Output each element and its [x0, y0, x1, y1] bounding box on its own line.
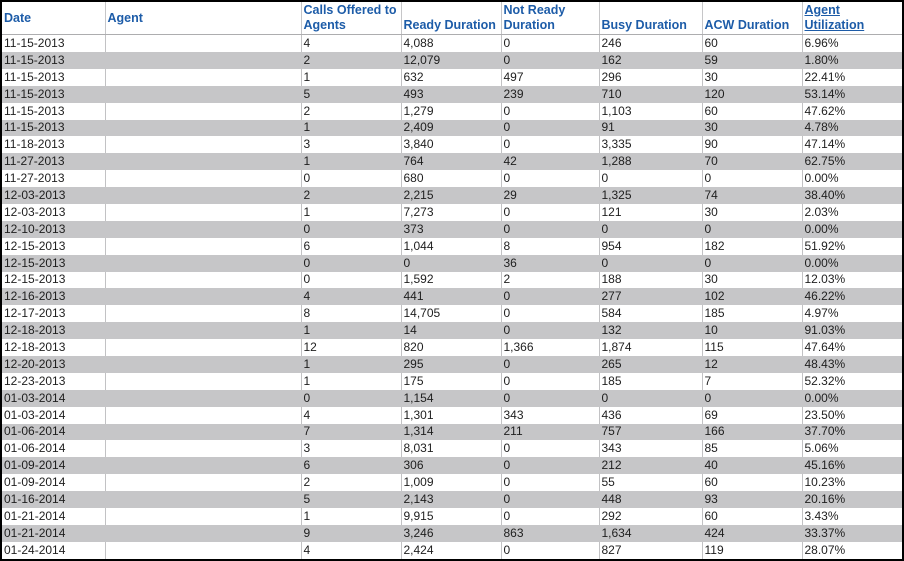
cell-date: 12-16-2013	[2, 288, 105, 305]
cell-acw_duration: 70	[702, 153, 802, 170]
table-row	[2, 255, 902, 272]
cell-busy_duration: 132	[599, 322, 702, 339]
cell-ready_duration: 295	[401, 356, 501, 373]
cell-date: 11-15-2013	[2, 69, 105, 86]
cell-agent	[105, 373, 301, 390]
cell-busy_duration: 265	[599, 356, 702, 373]
table-row	[2, 339, 902, 356]
cell-busy_duration: 292	[599, 508, 702, 525]
cell-acw_duration: 93	[702, 491, 802, 508]
cell-date: 12-15-2013	[2, 238, 105, 255]
table-row	[2, 153, 902, 170]
cell-agent_utilization: 0.00%	[802, 221, 902, 238]
cell-not_ready_duration: 0	[501, 322, 599, 339]
cell-busy_duration: 757	[599, 424, 702, 441]
cell-not_ready_duration: 0	[501, 457, 599, 474]
cell-not_ready_duration: 0	[501, 136, 599, 153]
cell-date: 01-21-2014	[2, 508, 105, 525]
table-row	[2, 373, 902, 390]
cell-not_ready_duration: 497	[501, 69, 599, 86]
cell-busy_duration: 91	[599, 120, 702, 137]
table-row	[2, 457, 902, 474]
cell-busy_duration: 188	[599, 272, 702, 289]
cell-acw_duration: 0	[702, 390, 802, 407]
cell-calls_offered_to_agents: 3	[301, 440, 401, 457]
cell-agent_utilization: 4.78%	[802, 120, 902, 137]
cell-date: 01-09-2014	[2, 457, 105, 474]
table-row	[2, 204, 902, 221]
cell-not_ready_duration: 29	[501, 187, 599, 204]
cell-agent	[105, 390, 301, 407]
cell-busy_duration: 212	[599, 457, 702, 474]
cell-agent_utilization: 47.64%	[802, 339, 902, 356]
cell-ready_duration: 764	[401, 153, 501, 170]
cell-agent_utilization: 3.43%	[802, 508, 902, 525]
cell-calls_offered_to_agents: 1	[301, 69, 401, 86]
table-row	[2, 305, 902, 322]
cell-date: 11-15-2013	[2, 103, 105, 120]
cell-date: 11-27-2013	[2, 170, 105, 187]
cell-acw_duration: 182	[702, 238, 802, 255]
cell-acw_duration: 30	[702, 69, 802, 86]
cell-agent	[105, 136, 301, 153]
cell-agent	[105, 35, 301, 52]
cell-busy_duration: 0	[599, 390, 702, 407]
cell-calls_offered_to_agents: 2	[301, 187, 401, 204]
cell-ready_duration: 1,301	[401, 407, 501, 424]
cell-agent_utilization: 28.07%	[802, 542, 902, 559]
cell-agent_utilization: 2.03%	[802, 204, 902, 221]
cell-calls_offered_to_agents: 5	[301, 491, 401, 508]
table-row	[2, 525, 902, 542]
cell-agent_utilization: 47.62%	[802, 103, 902, 120]
cell-date: 01-03-2014	[2, 407, 105, 424]
cell-busy_duration: 954	[599, 238, 702, 255]
table-row	[2, 136, 902, 153]
cell-calls_offered_to_agents: 1	[301, 508, 401, 525]
table-row	[2, 52, 902, 69]
cell-acw_duration: 69	[702, 407, 802, 424]
cell-ready_duration: 1,314	[401, 424, 501, 441]
cell-acw_duration: 0	[702, 255, 802, 272]
cell-calls_offered_to_agents: 4	[301, 542, 401, 559]
table-row	[2, 474, 902, 491]
cell-acw_duration: 166	[702, 424, 802, 441]
column-header-not-ready-duration: Not Ready Duration	[501, 2, 599, 35]
cell-calls_offered_to_agents: 0	[301, 272, 401, 289]
cell-agent	[105, 407, 301, 424]
cell-agent	[105, 440, 301, 457]
cell-calls_offered_to_agents: 2	[301, 474, 401, 491]
table-row	[2, 86, 902, 103]
cell-busy_duration: 1,288	[599, 153, 702, 170]
cell-agent_utilization: 45.16%	[802, 457, 902, 474]
cell-busy_duration: 185	[599, 373, 702, 390]
cell-ready_duration: 2,215	[401, 187, 501, 204]
cell-ready_duration: 175	[401, 373, 501, 390]
report-table	[2, 2, 902, 559]
cell-acw_duration: 115	[702, 339, 802, 356]
cell-date: 12-18-2013	[2, 322, 105, 339]
cell-calls_offered_to_agents: 2	[301, 103, 401, 120]
cell-not_ready_duration: 2	[501, 272, 599, 289]
cell-not_ready_duration: 239	[501, 86, 599, 103]
cell-calls_offered_to_agents: 0	[301, 221, 401, 238]
cell-agent	[105, 86, 301, 103]
cell-acw_duration: 119	[702, 542, 802, 559]
cell-acw_duration: 30	[702, 204, 802, 221]
cell-acw_duration: 0	[702, 170, 802, 187]
table-row	[2, 424, 902, 441]
cell-not_ready_duration: 0	[501, 103, 599, 120]
cell-agent	[105, 356, 301, 373]
cell-agent_utilization: 33.37%	[802, 525, 902, 542]
cell-agent	[105, 120, 301, 137]
cell-agent_utilization: 1.80%	[802, 52, 902, 69]
cell-date: 12-17-2013	[2, 305, 105, 322]
cell-busy_duration: 584	[599, 305, 702, 322]
cell-date: 12-20-2013	[2, 356, 105, 373]
column-header-date: Date	[2, 2, 105, 35]
cell-acw_duration: 90	[702, 136, 802, 153]
cell-agent	[105, 525, 301, 542]
cell-calls_offered_to_agents: 4	[301, 35, 401, 52]
cell-ready_duration: 2,409	[401, 120, 501, 137]
table-row	[2, 120, 902, 137]
cell-agent	[105, 204, 301, 221]
cell-agent_utilization: 37.70%	[802, 424, 902, 441]
cell-calls_offered_to_agents: 12	[301, 339, 401, 356]
cell-calls_offered_to_agents: 8	[301, 305, 401, 322]
cell-calls_offered_to_agents: 6	[301, 457, 401, 474]
cell-ready_duration: 4,088	[401, 35, 501, 52]
table-row	[2, 187, 902, 204]
cell-agent	[105, 52, 301, 69]
cell-calls_offered_to_agents: 1	[301, 153, 401, 170]
cell-date: 11-27-2013	[2, 153, 105, 170]
cell-ready_duration: 7,273	[401, 204, 501, 221]
cell-ready_duration: 2,424	[401, 542, 501, 559]
cell-date: 01-03-2014	[2, 390, 105, 407]
cell-agent_utilization: 0.00%	[802, 255, 902, 272]
cell-agent_utilization: 51.92%	[802, 238, 902, 255]
table-body	[2, 35, 902, 560]
cell-acw_duration: 59	[702, 52, 802, 69]
cell-ready_duration: 14,705	[401, 305, 501, 322]
cell-ready_duration: 0	[401, 255, 501, 272]
cell-acw_duration: 10	[702, 322, 802, 339]
cell-busy_duration: 0	[599, 221, 702, 238]
cell-not_ready_duration: 0	[501, 221, 599, 238]
cell-not_ready_duration: 0	[501, 204, 599, 221]
cell-calls_offered_to_agents: 3	[301, 136, 401, 153]
cell-agent_utilization: 23.50%	[802, 407, 902, 424]
cell-agent	[105, 288, 301, 305]
cell-busy_duration: 827	[599, 542, 702, 559]
cell-agent_utilization: 20.16%	[802, 491, 902, 508]
cell-not_ready_duration: 8	[501, 238, 599, 255]
cell-ready_duration: 1,592	[401, 272, 501, 289]
cell-not_ready_duration: 0	[501, 508, 599, 525]
table-row	[2, 440, 902, 457]
cell-busy_duration: 1,874	[599, 339, 702, 356]
cell-not_ready_duration: 0	[501, 305, 599, 322]
cell-agent	[105, 508, 301, 525]
cell-acw_duration: 60	[702, 474, 802, 491]
cell-calls_offered_to_agents: 1	[301, 120, 401, 137]
cell-agent_utilization: 6.96%	[802, 35, 902, 52]
cell-date: 12-03-2013	[2, 204, 105, 221]
table-row	[2, 322, 902, 339]
column-header-agent: Agent	[105, 2, 301, 35]
cell-agent_utilization: 48.43%	[802, 356, 902, 373]
cell-ready_duration: 1,044	[401, 238, 501, 255]
cell-ready_duration: 493	[401, 86, 501, 103]
table-row	[2, 221, 902, 238]
cell-agent	[105, 339, 301, 356]
cell-date: 01-06-2014	[2, 424, 105, 441]
column-header-busy-duration: Busy Duration	[599, 2, 702, 35]
cell-ready_duration: 1,009	[401, 474, 501, 491]
cell-acw_duration: 74	[702, 187, 802, 204]
cell-date: 12-23-2013	[2, 373, 105, 390]
cell-ready_duration: 1,154	[401, 390, 501, 407]
cell-date: 01-16-2014	[2, 491, 105, 508]
cell-date: 01-06-2014	[2, 440, 105, 457]
cell-calls_offered_to_agents: 1	[301, 373, 401, 390]
cell-calls_offered_to_agents: 9	[301, 525, 401, 542]
cell-busy_duration: 246	[599, 35, 702, 52]
cell-not_ready_duration: 863	[501, 525, 599, 542]
cell-ready_duration: 14	[401, 322, 501, 339]
cell-acw_duration: 185	[702, 305, 802, 322]
cell-calls_offered_to_agents: 1	[301, 356, 401, 373]
cell-date: 01-21-2014	[2, 525, 105, 542]
cell-agent	[105, 491, 301, 508]
cell-busy_duration: 296	[599, 69, 702, 86]
cell-acw_duration: 120	[702, 86, 802, 103]
cell-acw_duration: 12	[702, 356, 802, 373]
cell-ready_duration: 3,840	[401, 136, 501, 153]
cell-date: 11-15-2013	[2, 86, 105, 103]
table-row	[2, 238, 902, 255]
cell-acw_duration: 424	[702, 525, 802, 542]
cell-not_ready_duration: 0	[501, 373, 599, 390]
table-row	[2, 356, 902, 373]
cell-busy_duration: 3,335	[599, 136, 702, 153]
cell-ready_duration: 3,246	[401, 525, 501, 542]
cell-agent	[105, 153, 301, 170]
column-header-ready-duration: Ready Duration	[401, 2, 501, 35]
cell-not_ready_duration: 0	[501, 120, 599, 137]
cell-not_ready_duration: 0	[501, 35, 599, 52]
table-row	[2, 390, 902, 407]
cell-agent	[105, 272, 301, 289]
cell-agent_utilization: 22.41%	[802, 69, 902, 86]
cell-not_ready_duration: 36	[501, 255, 599, 272]
table-row	[2, 542, 902, 559]
cell-ready_duration: 9,915	[401, 508, 501, 525]
table-row	[2, 272, 902, 289]
cell-ready_duration: 12,079	[401, 52, 501, 69]
cell-calls_offered_to_agents: 6	[301, 238, 401, 255]
cell-acw_duration: 30	[702, 272, 802, 289]
cell-not_ready_duration: 0	[501, 356, 599, 373]
cell-ready_duration: 632	[401, 69, 501, 86]
cell-not_ready_duration: 0	[501, 474, 599, 491]
cell-calls_offered_to_agents: 7	[301, 424, 401, 441]
table-row	[2, 69, 902, 86]
cell-busy_duration: 436	[599, 407, 702, 424]
cell-acw_duration: 30	[702, 120, 802, 137]
cell-ready_duration: 441	[401, 288, 501, 305]
cell-busy_duration: 0	[599, 255, 702, 272]
cell-agent	[105, 322, 301, 339]
cell-date: 12-15-2013	[2, 255, 105, 272]
cell-date: 11-15-2013	[2, 52, 105, 69]
table-header	[2, 2, 902, 35]
cell-agent_utilization: 5.06%	[802, 440, 902, 457]
cell-date: 12-10-2013	[2, 221, 105, 238]
cell-acw_duration: 60	[702, 508, 802, 525]
cell-agent	[105, 424, 301, 441]
cell-busy_duration: 448	[599, 491, 702, 508]
cell-ready_duration: 680	[401, 170, 501, 187]
cell-calls_offered_to_agents: 0	[301, 170, 401, 187]
cell-not_ready_duration: 211	[501, 424, 599, 441]
cell-acw_duration: 40	[702, 457, 802, 474]
table-row	[2, 288, 902, 305]
cell-calls_offered_to_agents: 4	[301, 407, 401, 424]
cell-agent_utilization: 47.14%	[802, 136, 902, 153]
cell-agent_utilization: 4.97%	[802, 305, 902, 322]
cell-busy_duration: 343	[599, 440, 702, 457]
cell-not_ready_duration: 42	[501, 153, 599, 170]
cell-agent	[105, 474, 301, 491]
cell-calls_offered_to_agents: 2	[301, 52, 401, 69]
cell-calls_offered_to_agents: 5	[301, 86, 401, 103]
column-header-calls-offered: Calls Offered to Agents	[301, 2, 401, 35]
cell-not_ready_duration: 0	[501, 542, 599, 559]
cell-busy_duration: 1,634	[599, 525, 702, 542]
table-row	[2, 508, 902, 525]
cell-ready_duration: 373	[401, 221, 501, 238]
cell-ready_duration: 1,279	[401, 103, 501, 120]
cell-busy_duration: 1,103	[599, 103, 702, 120]
column-header-acw-duration: ACW Duration	[702, 2, 802, 35]
cell-agent	[105, 255, 301, 272]
cell-agent	[105, 187, 301, 204]
cell-agent_utilization: 38.40%	[802, 187, 902, 204]
cell-agent_utilization: 91.03%	[802, 322, 902, 339]
table-row	[2, 170, 902, 187]
agent-utilization-sort-link[interactable]: Agent Utilization	[804, 3, 865, 32]
cell-agent_utilization: 0.00%	[802, 390, 902, 407]
cell-date: 01-24-2014	[2, 542, 105, 559]
cell-agent	[105, 305, 301, 322]
cell-busy_duration: 277	[599, 288, 702, 305]
column-header-agent-utilization	[802, 2, 902, 35]
cell-acw_duration: 0	[702, 221, 802, 238]
cell-ready_duration: 306	[401, 457, 501, 474]
cell-not_ready_duration: 0	[501, 390, 599, 407]
table-row	[2, 407, 902, 424]
cell-date: 11-18-2013	[2, 136, 105, 153]
cell-calls_offered_to_agents: 4	[301, 288, 401, 305]
cell-agent	[105, 457, 301, 474]
cell-date: 11-15-2013	[2, 120, 105, 137]
table-row	[2, 35, 902, 52]
cell-busy_duration: 1,325	[599, 187, 702, 204]
cell-busy_duration: 121	[599, 204, 702, 221]
cell-acw_duration: 85	[702, 440, 802, 457]
cell-not_ready_duration: 0	[501, 491, 599, 508]
cell-agent_utilization: 10.23%	[802, 474, 902, 491]
cell-not_ready_duration: 0	[501, 440, 599, 457]
cell-agent_utilization: 53.14%	[802, 86, 902, 103]
cell-agent	[105, 221, 301, 238]
cell-date: 12-15-2013	[2, 272, 105, 289]
cell-agent_utilization: 46.22%	[802, 288, 902, 305]
cell-date: 12-18-2013	[2, 339, 105, 356]
cell-busy_duration: 0	[599, 170, 702, 187]
cell-not_ready_duration: 0	[501, 288, 599, 305]
cell-agent	[105, 238, 301, 255]
cell-acw_duration: 60	[702, 35, 802, 52]
table-row	[2, 103, 902, 120]
cell-acw_duration: 60	[702, 103, 802, 120]
cell-date: 11-15-2013	[2, 35, 105, 52]
cell-ready_duration: 2,143	[401, 491, 501, 508]
cell-ready_duration: 820	[401, 339, 501, 356]
cell-busy_duration: 162	[599, 52, 702, 69]
cell-not_ready_duration: 0	[501, 52, 599, 69]
cell-agent	[105, 103, 301, 120]
cell-agent_utilization: 12.03%	[802, 272, 902, 289]
cell-busy_duration: 710	[599, 86, 702, 103]
cell-not_ready_duration: 0	[501, 170, 599, 187]
cell-agent	[105, 170, 301, 187]
cell-agent	[105, 69, 301, 86]
cell-calls_offered_to_agents: 1	[301, 204, 401, 221]
cell-agent_utilization: 0.00%	[802, 170, 902, 187]
cell-agent	[105, 542, 301, 559]
cell-not_ready_duration: 343	[501, 407, 599, 424]
cell-calls_offered_to_agents: 0	[301, 390, 401, 407]
cell-date: 12-03-2013	[2, 187, 105, 204]
cell-not_ready_duration: 1,366	[501, 339, 599, 356]
cell-acw_duration: 7	[702, 373, 802, 390]
header-row	[2, 2, 902, 35]
cell-calls_offered_to_agents: 1	[301, 322, 401, 339]
cell-agent_utilization: 62.75%	[802, 153, 902, 170]
table-row	[2, 491, 902, 508]
cell-acw_duration: 102	[702, 288, 802, 305]
cell-calls_offered_to_agents: 0	[301, 255, 401, 272]
cell-ready_duration: 8,031	[401, 440, 501, 457]
cell-agent_utilization: 52.32%	[802, 373, 902, 390]
cell-date: 01-09-2014	[2, 474, 105, 491]
cell-busy_duration: 55	[599, 474, 702, 491]
